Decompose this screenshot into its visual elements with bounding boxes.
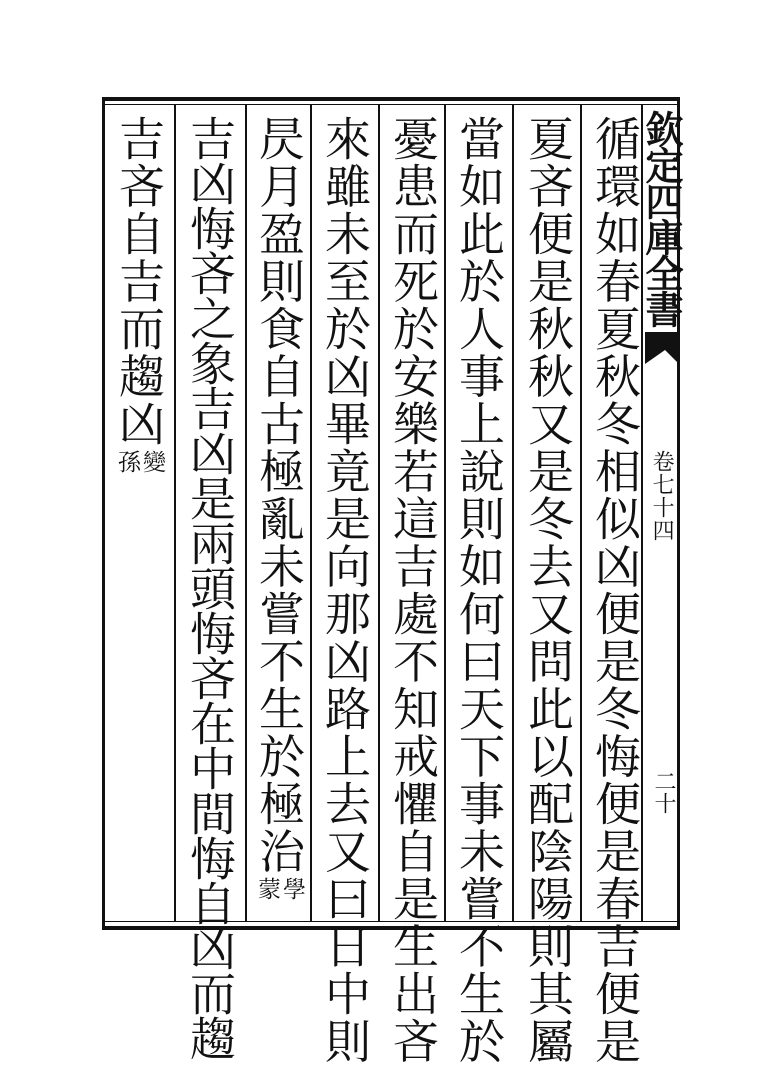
column-text: 夏吝便是秋秋又是冬去又問此以配陰陽則其屬 xyxy=(521,115,575,1065)
text-column-2 xyxy=(515,115,581,1065)
border-left xyxy=(102,97,105,930)
column-text: 憂患而死於安樂若這吉處不知戒懼自是生出吝 xyxy=(386,115,440,1065)
column-text: 當如此於人事上說則如何曰天下事未嘗不生於 xyxy=(452,115,506,1065)
text-column-4 xyxy=(380,115,446,1065)
text-column-3 xyxy=(446,115,512,1065)
column-divider xyxy=(174,105,176,921)
page-frame xyxy=(102,97,684,1065)
border-top xyxy=(102,97,680,101)
fish-tail-mark-icon xyxy=(645,332,679,364)
border-top-inner xyxy=(102,104,680,105)
book-title: 欽定四庫全書 xyxy=(639,110,684,326)
text-column-7 xyxy=(177,115,243,1060)
annotation-note xyxy=(255,877,303,901)
note-line: 蒙 xyxy=(254,877,280,901)
note-line: 孫 xyxy=(114,449,140,474)
annotation-note xyxy=(115,450,163,474)
column-text: 吉凶悔吝之象吉凶是兩頭悔吝在中間悔自凶而趨 xyxy=(183,115,237,1060)
column-text: 昃月盈則食自古極亂未嘗不生於極治 xyxy=(252,115,306,875)
column-divider xyxy=(512,105,514,921)
text-column-8 xyxy=(106,115,172,915)
text-column-5 xyxy=(312,115,378,1065)
column-text: 來雖未至於凶畢竟是向那凶路上去又曰日中則 xyxy=(318,115,372,1065)
page-number: 二十 xyxy=(651,770,676,814)
column-text: 吉吝自吉而趨凶 xyxy=(112,115,166,448)
text-column-6 xyxy=(246,115,312,915)
note-line: 學 xyxy=(279,877,305,901)
volume-label: 卷七十四 xyxy=(649,450,675,542)
note-line: 變 xyxy=(139,449,165,474)
column-text: 循環如春夏秋冬相似凶便是冬悔便是春吉便是 xyxy=(588,115,642,1065)
